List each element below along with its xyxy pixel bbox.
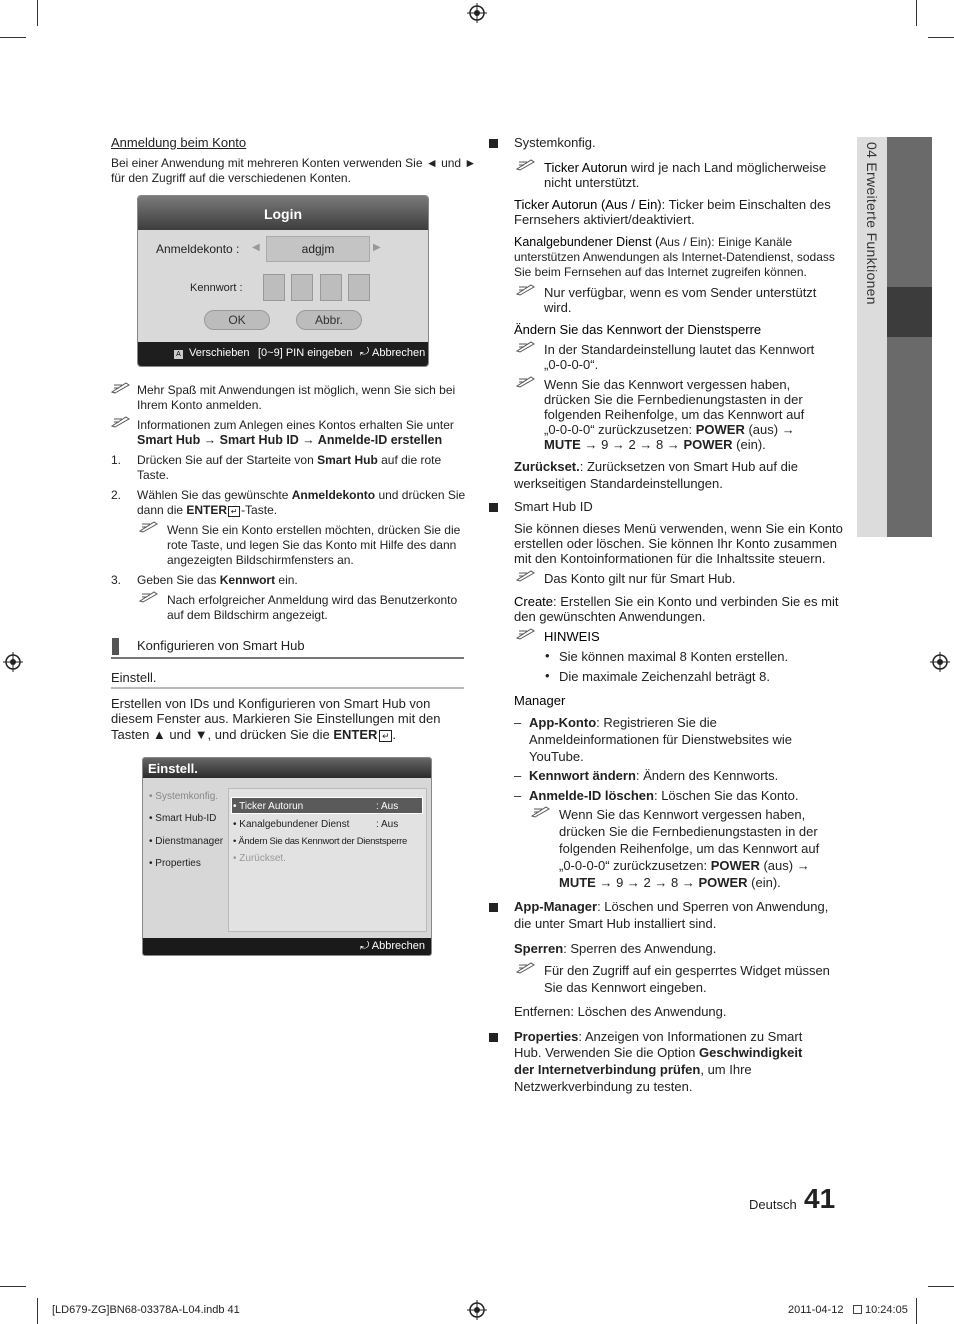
prop-line: Netzwerkverbindung zu testen.: [514, 1079, 693, 1094]
dash: –: [514, 768, 522, 783]
note-text: Ihrem Konto anmelden.: [137, 398, 262, 412]
side-tab-marker: [887, 287, 932, 337]
note-text: Das Konto gilt nur für Smart Hub.: [544, 571, 736, 586]
return-icon: ⤾: [360, 940, 372, 952]
note-text: nicht unterstützt.: [544, 175, 640, 190]
intro-line: für den Zugriff auf die verschiedenen Konten.: [111, 171, 351, 185]
para-line: diesem Fenster aus. Markieren Sie Einstellungen mit den: [111, 711, 441, 726]
a-button-icon: A: [174, 350, 183, 359]
hubid-line: mit den Kontoinformationen für die Inhaltssite steuern.: [514, 551, 826, 566]
page-number: 41: [804, 1183, 836, 1214]
create-line: Create: Erstellen Sie ein Konto und verbinden Sie es mit: [514, 594, 839, 609]
registration-mark-icon: [3, 652, 23, 672]
note-text: rote Taste, und legen Sie das Konto mit Hilfe des dann: [167, 538, 457, 552]
section-marker: [112, 638, 119, 655]
note-text: Mehr Spaß mit Anwendungen ist möglich, wenn Sie sich bei: [137, 383, 456, 397]
footer-language: Deutsch: [749, 1197, 797, 1212]
note-text: Informationen zum Anlegen eines Kontos erhalten Sie unter: [137, 418, 454, 432]
app-konto-line: Anmeldeinformationen für Dienstwebsites wie: [529, 732, 793, 747]
note-text: drücken Sie die Fernbedienungstasten in der: [544, 392, 803, 407]
crop-mark: [928, 1286, 954, 1287]
einstell-dialog-footer: [143, 938, 431, 955]
footer-date: 2011-04-12: [788, 1304, 844, 1316]
sys-title: Systemkonfig.: [514, 135, 596, 150]
bullet-dot: •: [545, 668, 550, 683]
row-kanalgebundener-dienst[interactable]: • Kanalgebundener Dienst: [233, 819, 350, 830]
bullet-square: [489, 503, 498, 512]
enter-icon: ↵: [228, 506, 240, 517]
para-line: Tasten ▲ und ▼, und drücken Sie die ENTER ↵ .: [111, 727, 396, 742]
bullet-text: Sie können maximal 8 Konten erstellen.: [559, 649, 789, 664]
note-text: Nur verfügbar, wenn es vom Sender unterstützt: [544, 285, 817, 300]
dash: –: [514, 788, 522, 803]
arrow-right-icon[interactable]: ▶: [373, 242, 381, 253]
zurueck-line: Zurückset.: Zurücksetzen von Smart Hub auf die: [514, 459, 798, 474]
footer-pin: [0~9] PIN eingeben: [258, 347, 353, 359]
note-icon: [531, 804, 551, 818]
note-text: Ticker Autorun wird je nach Land möglicherweise: [544, 160, 827, 175]
note-icon: [516, 374, 536, 388]
menu-item-smart-hub-id[interactable]: • Smart Hub-ID: [149, 813, 217, 824]
bullet-text: Die maximale Zeichenzahl beträgt 8.: [559, 669, 770, 684]
anmelde-line: Anmelde-ID löschen: Löschen Sie das Konto.: [529, 788, 799, 803]
note-text: wird.: [544, 300, 572, 315]
row-ticker-autorun-value: : Aus: [376, 801, 399, 812]
bullet-square: [489, 903, 498, 912]
pin-box[interactable]: [348, 274, 370, 301]
note-text: folgenden Reihenfolge, um das Kennwort auf: [559, 841, 820, 856]
sub-rule: [111, 687, 464, 689]
footer-cancel: Abbrechen: [371, 940, 425, 952]
heading-konto: Anmeldung beim Konto: [111, 135, 247, 150]
zurueck-line: werkseitigen Standardeinstellungen.: [514, 476, 723, 491]
para-line: Erstellen von IDs und Konfigurieren von Smart Hub von: [111, 696, 431, 711]
note-text: Sie das Kennwort eingeben.: [544, 980, 707, 995]
prop-line: Properties: Anzeigen von Informationen zu Smart: [514, 1029, 803, 1044]
menu-item-dienstmanager[interactable]: • Dienstmanager: [149, 836, 224, 847]
crop-mark: [916, 0, 917, 26]
cancel-button[interactable]: Abbr.: [296, 310, 362, 330]
kanal-line: Kanalgebundener Dienst (Aus / Ein): Einige Kanäle: [514, 235, 793, 249]
note-text: Für den Zugriff auf ein gesperrtes Widget müssen: [544, 963, 830, 978]
note-icon: [516, 339, 536, 353]
kanal-line: unterstützen Anwendungen als Internet-Datendienst, sodass: [514, 250, 835, 264]
ok-button[interactable]: OK: [204, 310, 270, 330]
hubid-title: Smart Hub ID: [514, 499, 593, 514]
footer-cancel: Abbrechen: [372, 347, 426, 359]
note-icon: [139, 589, 159, 603]
enter-icon: ↵: [379, 730, 392, 742]
chapter-label: 04 Erweiterte Funktionen: [864, 142, 880, 305]
note-text: auf dem Bildschirm angezeigt.: [167, 608, 328, 622]
crop-mark: [0, 37, 26, 38]
footer-move: Verschieben: [189, 347, 250, 359]
bullet-square: [489, 1033, 498, 1042]
password-label: Kennwort :: [190, 282, 243, 294]
step-text: Taste.: [137, 468, 170, 482]
note-icon: [111, 414, 131, 428]
note-text: Wenn Sie das Kennwort vergessen haben,: [559, 807, 806, 822]
prop-line: Hub. Verwenden Sie die Option Geschwindigkeit: [514, 1045, 803, 1060]
step-text: Geben Sie das Kennwort ein.: [137, 573, 298, 587]
section-rule: [111, 657, 464, 659]
login-dialog: [137, 195, 429, 367]
create-line: den gewünschten Anwendungen.: [514, 609, 706, 624]
pin-box[interactable]: [291, 274, 313, 301]
step-number: 2.: [111, 488, 122, 502]
note-icon: [516, 282, 536, 296]
crop-mark: [0, 1286, 26, 1287]
note-text: In der Standardeinstellung lautet das Kennwort: [544, 342, 815, 357]
kennwort-line: Kennwort ändern: Ändern des Kennworts.: [529, 768, 779, 783]
login-dialog-title: Login: [138, 196, 428, 230]
note-text: „0-0-0-0“ zurückzusetzen: POWER (aus) →: [559, 858, 810, 873]
intro-line: Bei einer Anwendung mit mehreren Konten verwenden Sie ◄ und ►: [111, 156, 477, 170]
section-title: Konfigurieren von Smart Hub: [137, 638, 305, 653]
manager-title: Manager: [514, 693, 566, 708]
note-icon: [516, 626, 536, 640]
kanal-line: Sie beim Fernsehen auf das Internet zugreifen können.: [514, 265, 807, 279]
note-icon: [516, 568, 536, 582]
clock-icon: [853, 1305, 862, 1314]
row-zurueckset[interactable]: • Zurückset.: [233, 853, 286, 864]
menu-item-properties[interactable]: • Properties: [149, 858, 201, 869]
note-text: Wenn Sie das Kennwort vergessen haben,: [544, 377, 791, 392]
crop-mark: [916, 1298, 917, 1324]
crop-mark: [37, 1298, 38, 1324]
account-select[interactable]: adgjm: [266, 236, 370, 262]
note-text: MUTE → 9 → 2 → 8 → POWER (ein).: [544, 437, 766, 452]
row-ticker-autorun: • Ticker Autorun: [233, 801, 304, 812]
note-icon: [516, 157, 536, 171]
note-text: MUTE → 9 → 2 → 8 → POWER (ein).: [559, 875, 781, 890]
entfernen-line: Entfernen: Löschen des Anwendung.: [514, 1004, 727, 1019]
step-text: Drücken Sie auf der Starteite von Smart Hub auf die rote: [137, 453, 442, 467]
row-aendern-kennwort[interactable]: • Ändern Sie das Kennwort der Dienstsperre: [233, 836, 407, 847]
dash: –: [514, 715, 522, 730]
note-text: „0-0-0-0“ zurückzusetzen: POWER (aus) →: [544, 422, 795, 437]
registration-mark-icon: [930, 652, 950, 672]
aendern-title: Ändern Sie das Kennwort der Dienstsperre: [514, 322, 762, 337]
login-dialog-footer: [138, 342, 428, 366]
ticker-line: Fernsehers aktiviert/deaktiviert.: [514, 212, 695, 227]
bullet-dot: •: [545, 648, 550, 663]
step-text: Wählen Sie das gewünschte Anmeldekonto und drücken Sie: [137, 488, 466, 502]
note-text: drücken Sie die Fernbedienungstasten in der: [559, 824, 818, 839]
einstell-dialog: [142, 757, 432, 956]
app-konto-line: App-Konto: Registrieren Sie die: [529, 715, 717, 730]
einstell-dialog-title: Einstell.: [143, 758, 431, 778]
registration-mark-icon: [467, 3, 487, 23]
hubid-line: Sie können dieses Menü verwenden, wenn Sie ein Konto: [514, 521, 843, 536]
crop-mark: [37, 0, 38, 26]
bullet-square: [489, 139, 498, 148]
note-text: Nach erfolgreicher Anmeldung wird das Benutzerkonto: [167, 593, 458, 607]
step-text: dann die ENTER ↵ -Taste.: [137, 503, 278, 517]
registration-mark-icon: [467, 1300, 487, 1320]
step-number: 3.: [111, 573, 122, 587]
appman-line: die unter Smart Hub installiert sind.: [514, 916, 717, 931]
app-konto-line: YouTube.: [529, 749, 584, 764]
note-icon: [111, 380, 131, 394]
note-icon: [139, 519, 159, 533]
hubid-line: erstellen oder löschen. Sie können Ihr Konto zusammen: [514, 536, 838, 551]
row-kanalgebundener-dienst-value: : Aus: [376, 819, 399, 830]
note-text: folgenden Reihenfolge, um das Kennwort auf: [544, 407, 805, 422]
step-number: 1.: [111, 453, 122, 467]
note-icon: [516, 960, 536, 974]
account-label: Anmeldekonto :: [156, 242, 240, 256]
note-path: Smart Hub → Smart Hub ID → Anmelde-ID erstellen: [137, 433, 443, 447]
menu-item-systemkonfig[interactable]: • Systemkonfig.: [149, 791, 219, 802]
ticker-line: Ticker Autorun (Aus / Ein): Ticker beim Einschalten des: [514, 197, 831, 212]
side-tab-dark: [887, 137, 932, 537]
sperren-line: Sperren: Sperren des Anwendung.: [514, 941, 717, 956]
crop-mark: [928, 37, 954, 38]
footer-time: 10:24:05: [865, 1304, 908, 1316]
appman-line: App-Manager: Löschen und Sperren von Anwendung,: [514, 899, 829, 914]
pin-box[interactable]: [320, 274, 342, 301]
return-icon: ⤾: [360, 346, 370, 358]
sub-title: Einstell.: [111, 670, 157, 685]
hinweis: HINWEIS: [544, 629, 600, 644]
prop-line: der Internetverbindung prüfen, um Ihre: [514, 1062, 752, 1077]
footer-file: [LD679-ZG]BN68-03378A-L04.indb 41: [52, 1304, 240, 1316]
pin-box[interactable]: [263, 274, 285, 301]
note-text: Wenn Sie ein Konto erstellen möchten, drücken Sie die: [167, 523, 461, 537]
arrow-left-icon[interactable]: ◀: [252, 242, 260, 253]
note-text: angezeigten Bildschirmfensters an.: [167, 553, 354, 567]
note-text: „0-0-0-0“.: [544, 357, 599, 372]
